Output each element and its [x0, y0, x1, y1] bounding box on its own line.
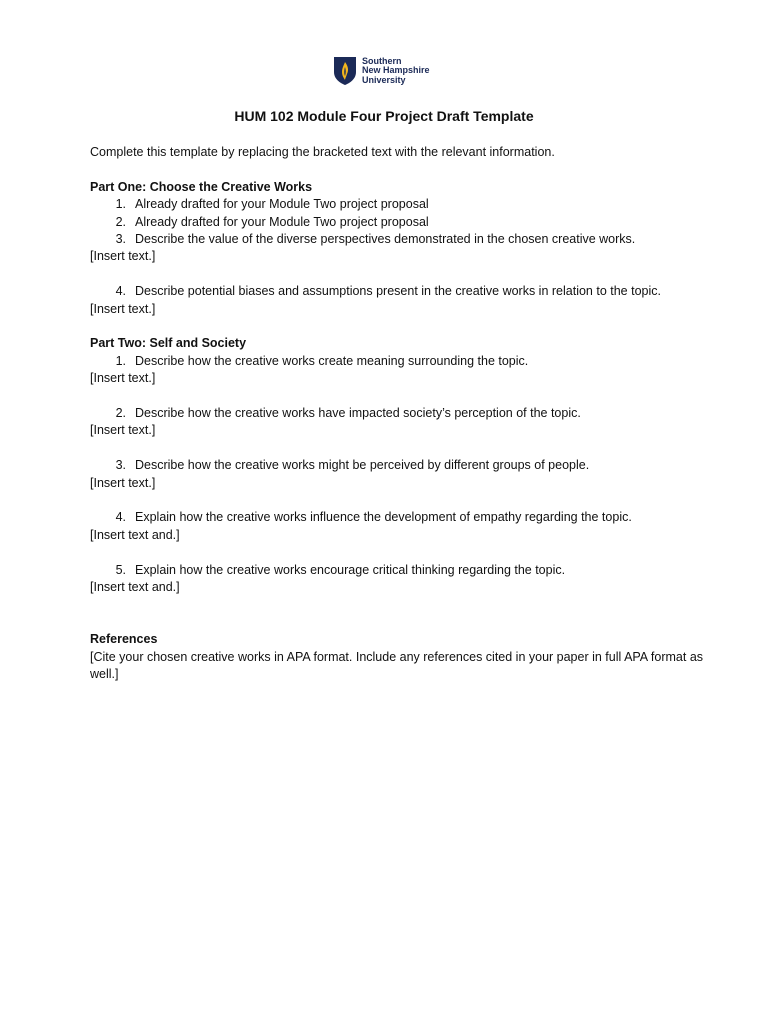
- list-item-text: Describe the value of the diverse perspectives demonstrated in the chosen creative works.: [135, 232, 636, 247]
- list-item: [90, 231, 710, 248]
- list-number: 4.: [115, 510, 126, 525]
- list-number: 1.: [115, 353, 126, 368]
- answer-placeholder: [Insert text and.]: [90, 527, 180, 542]
- logo-line: New Hampshire: [362, 65, 430, 76]
- list-item-text: Describe potential biases and assumptions present in the creative works in relation to the topic.: [135, 284, 661, 299]
- logo-line: Southern: [362, 55, 402, 66]
- list-item: [90, 509, 710, 526]
- list-number: 2.: [115, 406, 126, 421]
- list-item: [90, 214, 710, 231]
- list-item: [90, 457, 710, 474]
- document-title: HUM 102 Module Four Project Draft Template: [234, 108, 534, 124]
- list-item-text: Describe how the creative works create meaning surrounding the topic.: [135, 353, 529, 368]
- list-item-text: Describe how the creative works have impacted society’s perception of the topic.: [135, 406, 581, 421]
- list-item-text: Describe how the creative works might be perceived by different groups of people.: [135, 458, 590, 473]
- list-item: [90, 562, 710, 579]
- list-number: 5.: [115, 562, 126, 577]
- list-number: 3.: [115, 458, 126, 473]
- answer-placeholder: [Insert text.]: [90, 423, 156, 438]
- answer-placeholder: [Insert text.]: [90, 301, 156, 316]
- list-item: [90, 196, 710, 213]
- references-placeholder: [Cite your chosen creative works in APA format. Include any references cited in your paper in full APA format as well.]: [90, 649, 704, 682]
- list-number: 2.: [115, 214, 126, 229]
- logo-wordmark: [362, 57, 430, 86]
- list-item-text: Already drafted for your Module Two project proposal: [135, 214, 429, 229]
- answer-placeholder: [Insert text.]: [90, 371, 156, 386]
- list-number: 1.: [115, 197, 126, 212]
- list-number: 4.: [115, 284, 126, 299]
- answer-placeholder: [Insert text.]: [90, 249, 156, 264]
- list-item: [90, 353, 710, 370]
- list-item-text: Explain how the creative works encourage critical thinking regarding the topic.: [135, 562, 566, 577]
- answer-placeholder: [Insert text and.]: [90, 580, 180, 595]
- list-item-text: Explain how the creative works influence the development of empathy regarding the topic.: [135, 510, 632, 525]
- list-number: 3.: [115, 232, 126, 247]
- part-two-heading: Part Two: Self and Society: [90, 336, 247, 351]
- intro-text: Complete this template by replacing the bracketed text with the relevant information.: [90, 145, 555, 159]
- university-logo: [333, 55, 430, 87]
- references-heading: References: [90, 632, 158, 647]
- list-item-text: Already drafted for your Module Two project proposal: [135, 197, 429, 212]
- list-item: [90, 283, 710, 300]
- snhu-shield-flame-icon: [333, 56, 357, 86]
- list-item: [90, 405, 710, 422]
- document-body: [90, 144, 710, 683]
- logo-line: University: [362, 74, 406, 85]
- answer-placeholder: [Insert text.]: [90, 475, 156, 490]
- part-one-heading: Part One: Choose the Creative Works: [90, 179, 313, 194]
